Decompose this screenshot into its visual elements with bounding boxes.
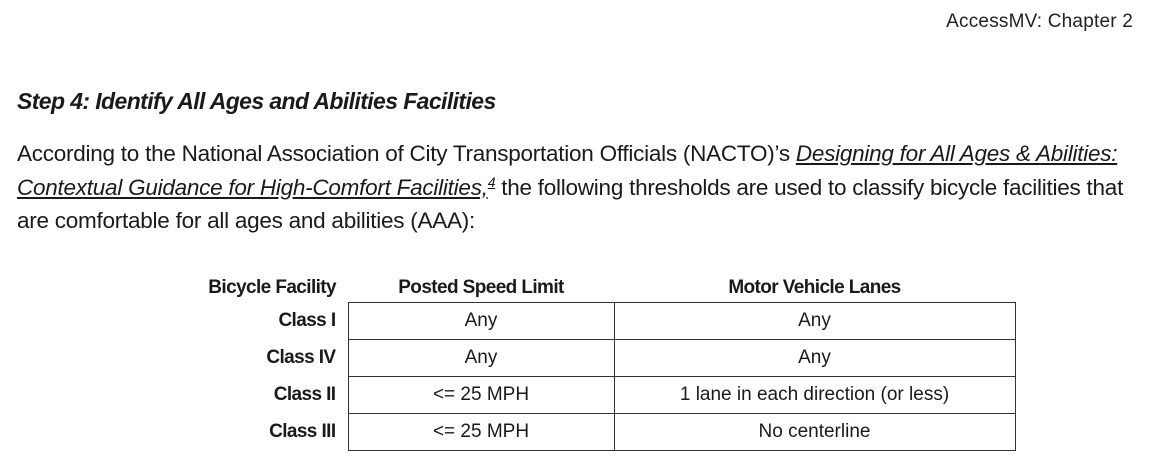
intro-text-before: According to the National Association of City Transportation Officials (NACTO)’s	[17, 141, 796, 166]
intro-text-after: the following thresholds are used to classify bicycle facilities that are comfortable for all ages and abilities (AAA):	[17, 174, 1124, 233]
row-facility-class: Class III	[269, 421, 336, 442]
row-vehicle-lanes: 1 lane in each direction (or less)	[614, 377, 1015, 414]
chapter-header: AccessMV: Chapter 2	[946, 11, 1133, 32]
section-heading: Step 4: Identify All Ages and Abilities Facilities	[17, 88, 496, 114]
row-vehicle-lanes: No centerline	[614, 414, 1015, 451]
header-posted-speed-limit: Posted Speed Limit	[398, 277, 564, 298]
row-facility-class: Class I	[278, 310, 336, 331]
row-speed-limit: Any	[348, 340, 614, 377]
row-speed-limit: <= 25 MPH	[348, 414, 614, 451]
table-header-row	[190, 274, 1015, 303]
table-row	[190, 414, 1015, 451]
row-vehicle-lanes: Any	[614, 303, 1015, 340]
intro-paragraph	[17, 137, 1137, 238]
table-row	[190, 377, 1015, 414]
header-bicycle-facility: Bicycle Facility	[208, 277, 336, 299]
table-row	[190, 303, 1015, 340]
row-facility-class: Class IV	[266, 347, 336, 368]
row-speed-limit: Any	[348, 303, 614, 340]
row-vehicle-lanes: Any	[614, 340, 1015, 377]
row-speed-limit: <= 25 MPH	[348, 377, 614, 414]
nacto-guide-link[interactable]: Designing for All Ages & Abilities: Contextual Guidance for High-Comfort Facilities,	[17, 141, 1118, 200]
table-row	[190, 340, 1015, 377]
aaa-thresholds-table	[190, 274, 1016, 451]
row-facility-class: Class II	[273, 384, 336, 405]
footnote-reference[interactable]: 4	[487, 173, 496, 190]
header-motor-vehicle-lanes: Motor Vehicle Lanes	[728, 277, 901, 298]
